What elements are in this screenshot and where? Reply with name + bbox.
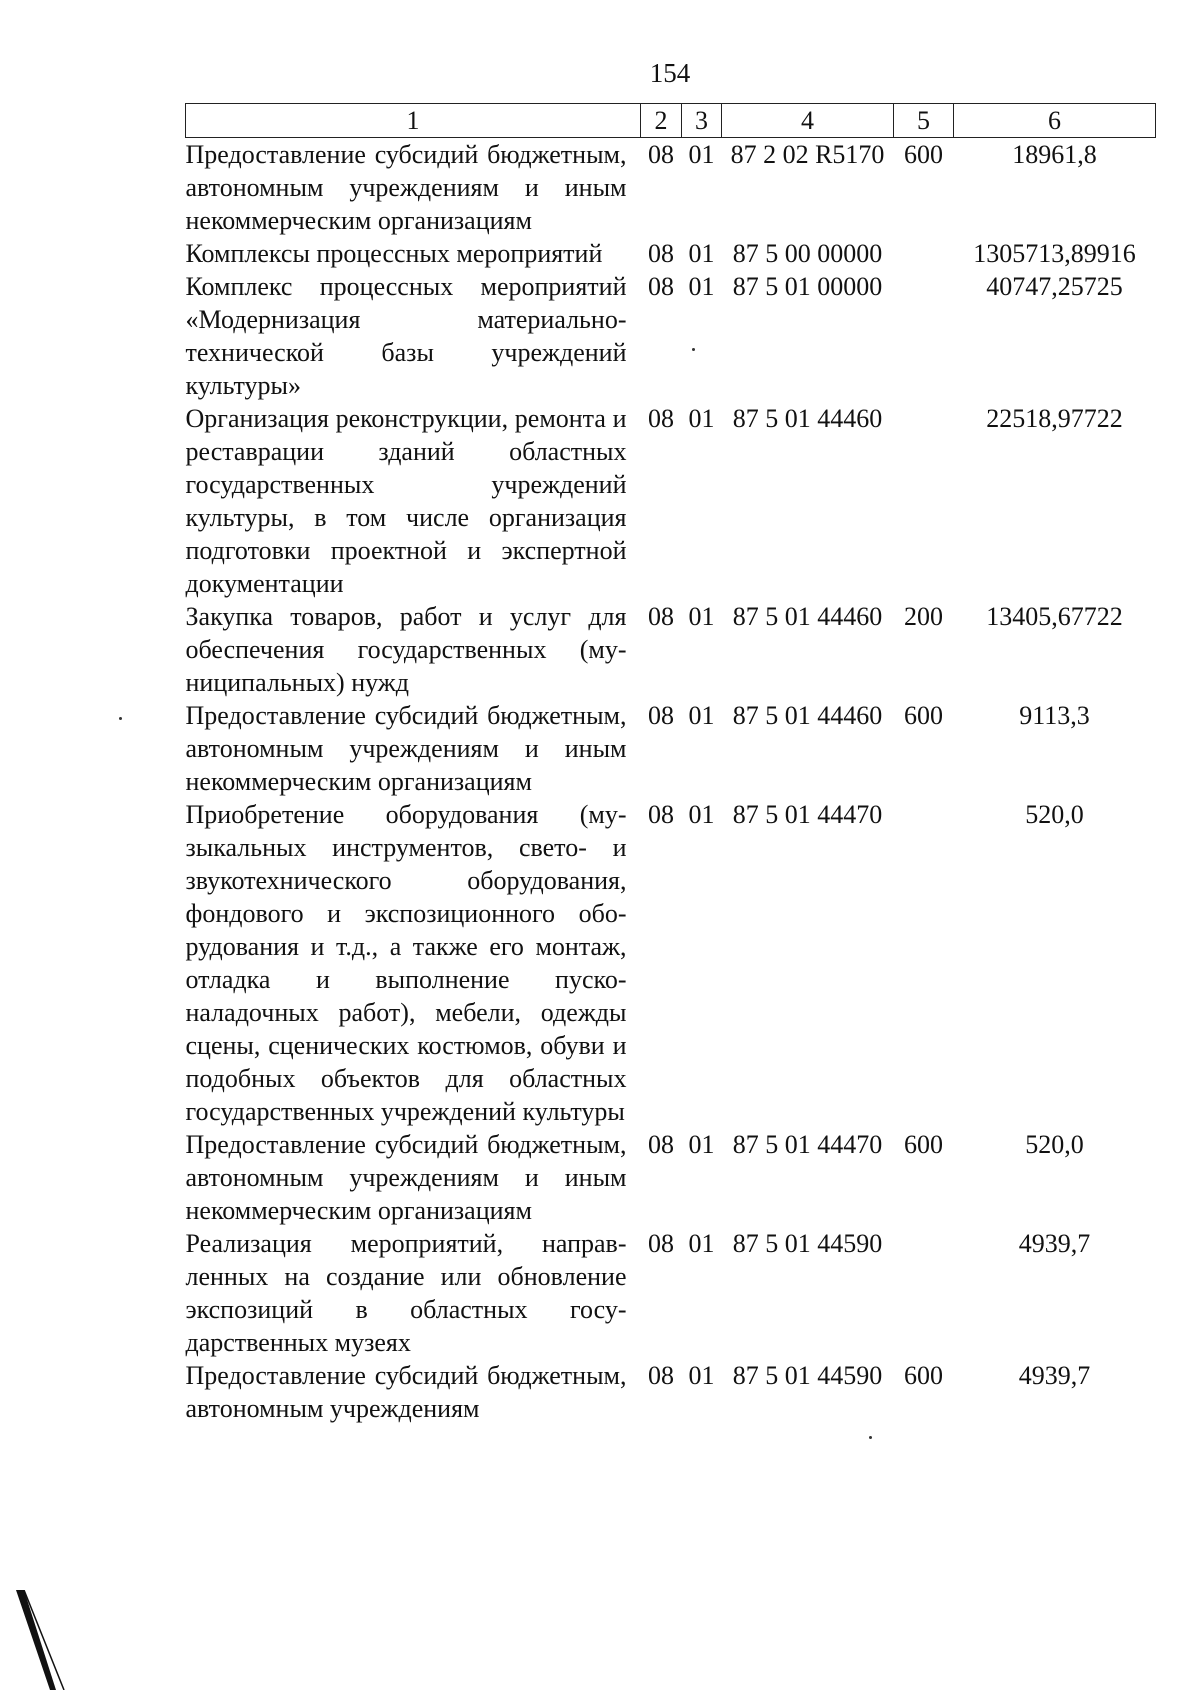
section-code-cell: 08 xyxy=(648,404,674,433)
expense-type-cell xyxy=(894,798,954,1128)
expense-type-cell: 600 xyxy=(904,1361,943,1390)
section-code-cell: 08 xyxy=(648,602,674,631)
target-article-cell: 87 5 01 44470 xyxy=(732,1130,883,1159)
scan-edge-mark xyxy=(14,1590,74,1690)
section-code-cell: 08 xyxy=(648,239,674,268)
amount-cell: 1305713,89916 xyxy=(973,239,1136,268)
subsection-code-cell: 01 xyxy=(688,800,715,829)
subsection-code-cell: 01 xyxy=(688,1229,715,1258)
section-code-cell: 08 xyxy=(648,1361,674,1390)
target-article-cell: 87 5 01 44590 xyxy=(732,1361,883,1390)
subsection-code-cell: 01 xyxy=(688,1130,715,1159)
row-name-cell: Реализация мероприятий, направленных на создание или обновление экспозиций в областных государственных музеях xyxy=(185,1229,627,1357)
target-article-cell: 87 5 01 00000 xyxy=(732,272,883,301)
table-row xyxy=(186,237,1156,270)
row-name-cell: Предоставление субсидий бюджетным, автономным учреждениям и иным некоммерческим организациям xyxy=(185,701,627,796)
amount-cell: 18961,8 xyxy=(1012,140,1097,169)
table-row xyxy=(186,699,1156,798)
row-name-cell: Приобретение оборудования (музыкальных инструментов, свето- и звукотехнического оборудования, фондового и экспозиционного оборудования и т.д., а также его монтаж, отладка и выполнение пусконаладочных работ), мебели, одежды сцены, сценических костюмов, обуви и подобных объектов для областных государственных учреждений культуры xyxy=(185,800,627,1126)
table-row xyxy=(186,138,1156,238)
amount-cell: 9113,3 xyxy=(1019,701,1090,730)
expense-type-cell xyxy=(894,237,954,270)
expense-type-cell: 600 xyxy=(904,140,943,169)
target-article-cell: 87 5 01 44470 xyxy=(732,800,883,829)
table-row xyxy=(186,1359,1156,1425)
section-code-cell: 08 xyxy=(648,701,674,730)
target-article-cell: 87 5 01 44460 xyxy=(732,701,883,730)
section-code-cell: 08 xyxy=(648,272,674,301)
amount-cell: 4939,7 xyxy=(1018,1229,1091,1258)
row-name-cell: Комплексы процессных мероприятий xyxy=(185,239,603,268)
section-code-cell: 08 xyxy=(648,800,674,829)
expense-type-cell: 200 xyxy=(904,602,943,631)
section-code-cell: 08 xyxy=(648,1229,674,1258)
scan-speck xyxy=(119,717,122,720)
amount-cell: 40747,25725 xyxy=(986,272,1123,301)
table-row xyxy=(186,402,1156,600)
table-row xyxy=(186,600,1156,699)
subsection-code-cell: 01 xyxy=(688,404,715,433)
row-name-cell: Комплекс процессных мероприятий «Модернизация материально-технической базы учреждений культуры» xyxy=(185,272,627,400)
subsection-code-cell: 01 xyxy=(688,272,715,301)
expense-type-cell: 600 xyxy=(904,701,943,730)
target-article-cell: 87 5 01 44460 xyxy=(732,602,883,631)
column-header: 2 xyxy=(641,104,682,138)
section-code-cell: 08 xyxy=(648,140,674,169)
subsection-code-cell: 01 xyxy=(688,602,715,631)
amount-cell: 520,0 xyxy=(1025,800,1084,829)
section-code-cell: 08 xyxy=(648,1130,674,1159)
subsection-code-cell: 01 xyxy=(688,140,715,169)
scan-speck xyxy=(869,1436,872,1439)
subsection-code-cell: 01 xyxy=(688,1361,715,1390)
expense-type-cell: 600 xyxy=(904,1130,943,1159)
table-row xyxy=(186,1227,1156,1359)
scan-speck xyxy=(692,348,695,351)
amount-cell: 22518,97722 xyxy=(986,404,1123,433)
amount-cell: 4939,7 xyxy=(1018,1361,1091,1390)
column-header: 6 xyxy=(954,104,1156,138)
target-article-cell: 87 5 00 00000 xyxy=(732,239,883,268)
page-number: 154 xyxy=(649,58,691,88)
expense-type-cell xyxy=(894,1227,954,1359)
expense-type-cell xyxy=(894,402,954,600)
column-header: 3 xyxy=(682,104,722,138)
subsection-code-cell: 01 xyxy=(688,239,715,268)
column-header: 4 xyxy=(722,104,894,138)
column-header: 5 xyxy=(894,104,954,138)
row-name-cell: Предоставление субсидий бюджетным, автономным учреждениям xyxy=(185,1361,627,1423)
table-row xyxy=(186,270,1156,402)
column-header: 1 xyxy=(186,104,641,138)
subsection-code-cell: 01 xyxy=(688,701,715,730)
row-name-cell: Предоставление субсидий бюджетным, автономным учреждениям и иным некоммерческим организациям xyxy=(185,140,627,235)
table-header-row xyxy=(186,104,1156,138)
budget-table xyxy=(185,103,1156,1425)
target-article-cell: 87 2 02 R5170 xyxy=(730,140,885,169)
target-article-cell: 87 5 01 44460 xyxy=(732,404,883,433)
amount-cell: 520,0 xyxy=(1025,1130,1084,1159)
table-row xyxy=(186,1128,1156,1227)
table-row xyxy=(186,798,1156,1128)
target-article-cell: 87 5 01 44590 xyxy=(732,1229,883,1258)
row-name-cell: Закупка товаров, работ и услуг для обеспечения государственных (муниципальных) нужд xyxy=(185,602,627,697)
row-name-cell: Предоставление субсидий бюджетным, автономным учреждениям и иным некоммерческим организациям xyxy=(185,1130,627,1225)
row-name-cell: Организация реконструкции, ремонта и реставрации зданий областных государственных учреждений культуры, в том числе организация подготовки проектной и экспертной документации xyxy=(185,404,627,598)
amount-cell: 13405,67722 xyxy=(986,602,1123,631)
expense-type-cell xyxy=(894,270,954,402)
